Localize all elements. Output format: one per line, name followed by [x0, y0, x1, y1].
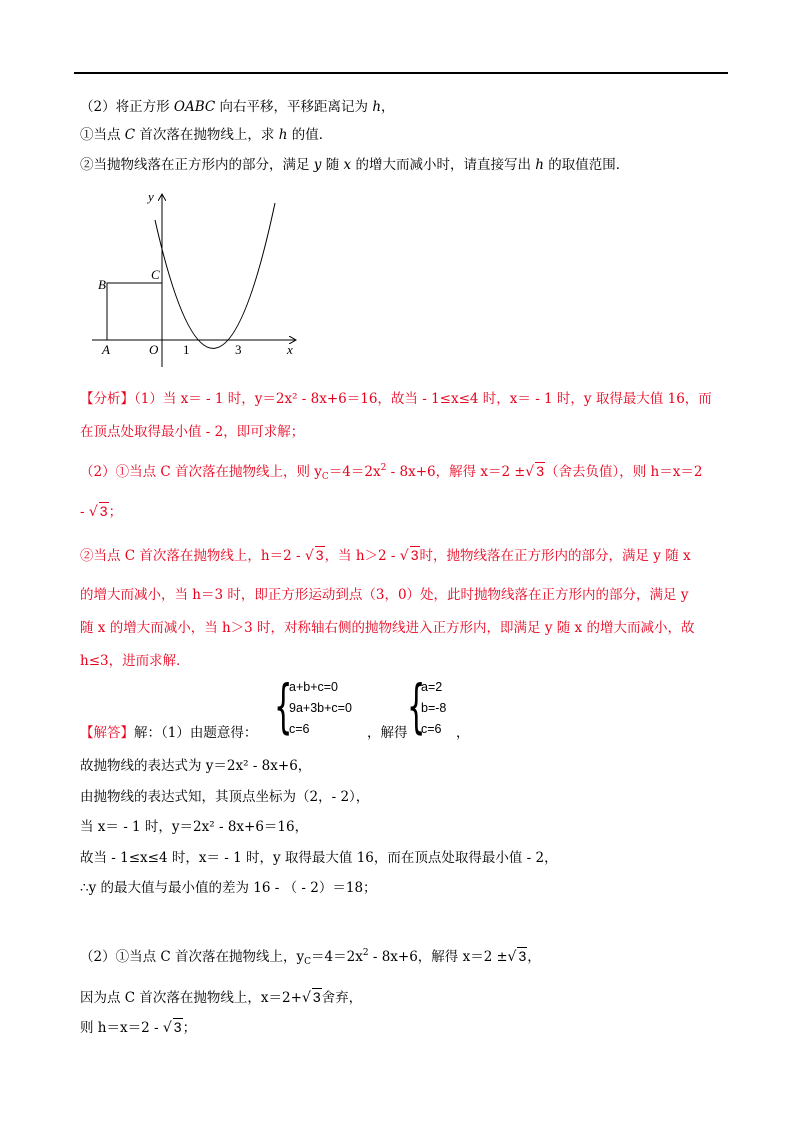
label-B: B — [98, 277, 106, 292]
analysis-line-1: 【分析】（1）当 x＝ - 1 时，y＝2x² - 8x+6＝16，故当 - 1≤x≤4 时，x＝ - 1 时，y 取得最大值 16，而 — [80, 391, 712, 407]
question-line-2: ①当点 C 首次落在抛物线上，求 h 的值． — [80, 127, 333, 143]
analysis-line-7: 随 x 的增大而减小，当 h＞3 时，对称轴右侧的抛物线进入正方形内，即满足 y 随 x 的增大而减小，故 — [80, 620, 695, 636]
equation-system-2: a=2 b=-8 c=6 — [421, 680, 447, 736]
solution-line-2: 故抛物线的表达式为 y＝2x² - 8x+6， — [80, 758, 312, 774]
label-1: 1 — [183, 342, 190, 357]
solution-line-5: 故当 - 1≤x≤4 时，x＝ - 1 时，y 取得最大值 16，而在顶点处取得最小值 - 2， — [80, 850, 558, 866]
solution-line-9: 则 h＝x＝2 - √ 3； — [80, 1019, 197, 1036]
analysis-line-3: （2）①当点 C 首次落在抛物线上，则 $y_C=4=2x^2 - 8x+6$，解得 x＝2 ±√ 3（舍去负值），则 h＝x＝2 — [80, 463, 703, 482]
label-O: O — [149, 342, 159, 357]
square-outline — [107, 283, 162, 340]
label-y: y — [148, 189, 154, 204]
analysis-line-4: - √ 3； — [80, 503, 123, 520]
system-brace-1: { — [274, 672, 293, 740]
analysis-line-6: 的增大而减小，当 h＝3 时，即正方形运动到点（3，0）处，此时抛物线落在正方形内的部分，满足 y — [80, 587, 689, 603]
solution-comma: ， — [456, 725, 470, 741]
label-A: A — [102, 342, 110, 357]
analysis-line-8: h≤3，进而求解． — [80, 653, 190, 669]
question-line-3: ②当抛物线落在正方形内的部分，满足 y 随 x 的增大而减小时，请直接写出 h 的取值范围． — [80, 157, 630, 173]
solution-line-1: 【解答】解：（1）由题意得： — [80, 725, 258, 741]
equation-system-1: a+b+c=0 9a+3b+c=0 c=6 — [289, 680, 352, 736]
solution-line-3: 由抛物线的表达式知，其顶点坐标为（2，- 2）， — [80, 789, 370, 805]
solution-line-4: 当 x＝ - 1 时，y＝2x² - 8x+6＝16， — [80, 819, 309, 835]
analysis-line-2: 在顶点处取得最小值 - 2，即可求解； — [80, 424, 305, 440]
system-brace-2: { — [407, 672, 426, 740]
question-line-1: （2）将正方形 OABC 向右平移，平移距离记为 h， — [80, 99, 395, 115]
solution-line-7: （2）①当点 C 首次落在抛物线上，$y_C=4=2x^2 - 8x+6$，解得 x＝2 ±√ 3， — [80, 948, 541, 967]
label-C: C — [151, 267, 160, 282]
label-3: 3 — [235, 342, 242, 357]
solution-line-8: 因为点 C 首次落在抛物线上，x＝2+√ 3舍弃， — [80, 989, 363, 1006]
parabola-figure — [90, 185, 310, 370]
solution-solve-text: ，解得 — [367, 725, 408, 741]
analysis-line-5: ②当点 C 首次落在抛物线上，h＝2 - √ 3，当 h＞2 - √ 3时，抛物线落在正方形内的部分，满足 y 随 x — [80, 547, 691, 564]
label-x: x — [287, 342, 293, 357]
solution-line-6: ∴y 的最大值与最小值的差为 16 - （ - 2）＝18； — [80, 880, 377, 896]
parabola-curve — [155, 203, 275, 348]
header-rule — [74, 72, 728, 74]
